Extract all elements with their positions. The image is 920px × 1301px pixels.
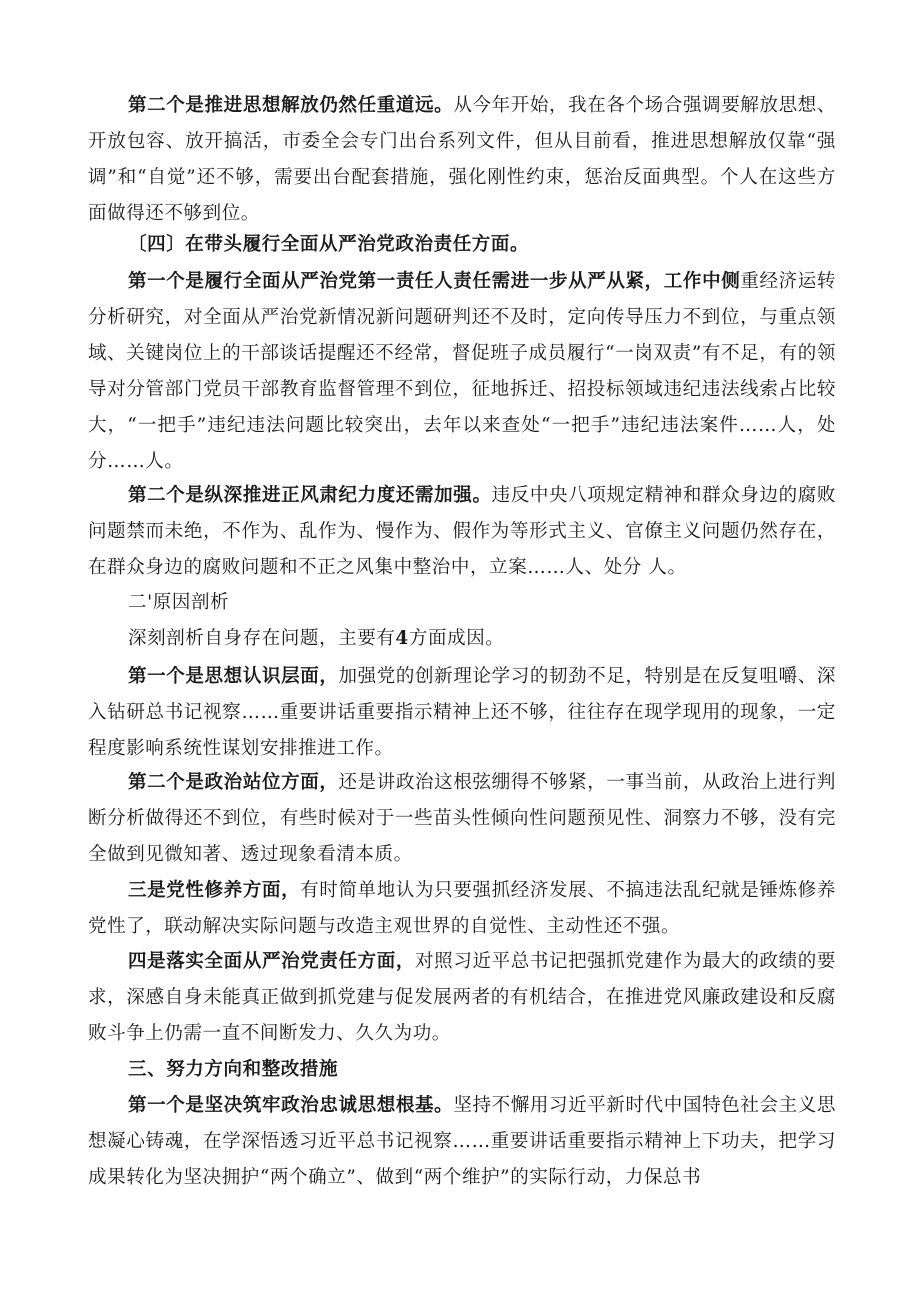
paragraph-lead: 第二个是推进思想解放仍然任重道远。 <box>128 95 454 116</box>
paragraph-political-loyalty <box>88 1088 836 1196</box>
paragraph-body: 违反中央八项规定精神和群众身边的腐败问题禁而未绝，不作为、乱作为、慢作为、假作为等形式主义、官僚主义问题仍然存在，在群众身边的腐败问题和不正之风集中整治中，立案……人、处分 人。 <box>88 485 836 578</box>
section-heading-rectification: 三、努力方向和整改措施 <box>128 1059 339 1080</box>
paragraph-causes-intro <box>88 621 836 657</box>
section-heading-four: 〔四〕在带头履行全面从严治党政治责任方面。 <box>128 234 530 255</box>
paragraph-lead: 第二个是纵深推进正风肃纪力度还需加强。 <box>128 485 492 506</box>
paragraph-body: 还是讲政治这根弦绷得不够紧，一事当前，从政治上进行判断分析做得还不到位，有些时候对于一些苗头性倾向性问题预见性、洞察力不够，没有完全做到见微知著、透过现象看清本质。 <box>88 772 836 865</box>
paragraph-text: 深刻剖析自身存在问题，主要有 <box>128 628 396 649</box>
paragraph-thought-liberation <box>88 88 836 232</box>
paragraph-lead: 第二个是政治站位方面， <box>128 772 339 793</box>
paragraph-body: 从今年开始，我在各个场合强调要解放思想、开放包容、放开搞活，市委全会专门出台系列文件，但从目前看，推进思想解放仅靠“强调”和“自觉”还不够，需要出台配套措施，强化刚性约束，惩治反面典型。个人在这些方面做得还不够到位。 <box>88 95 836 224</box>
cause-count: 4 <box>395 628 409 649</box>
paragraph-lead: 三是党性修养方面， <box>128 880 301 901</box>
paragraph-political-stance <box>88 765 836 873</box>
paragraph-party-governance <box>88 944 836 1052</box>
paragraph-first-responsibility <box>88 264 836 480</box>
paragraph-text-after: 方面成因。 <box>408 628 505 649</box>
paragraph-body: 坚持不懈用习近平新时代中国特色社会主义思想凝心铸魂，在学深悟透习近平总书记视察……重要讲话重要指示精神上下功夫，把学习成果转化为坚决拥护“两个确立”、做到“两个维护”的实际行动，力保总书 <box>88 1095 836 1188</box>
paragraph-body: 对照习近平总书记把强抓党建作为最大的政绩的要求，深感自身未能真正做到抓党建与促发展两者的有机结合，在推进党风廉政建设和反腐败斗争上仍需一直不间断发力、久久为功。 <box>88 951 836 1044</box>
paragraph-body: 重经济运转分析研究，对全面从严治党新情况新问题研判还不及时，定向传导压力不到位，与重点领域、关键岗位上的干部谈话提醒还不经常，督促班子成员履行“一岗双责”有不足，有的领导对分管部门党员干部教育监督管理不到位，征地拆迁、招投标领域违纪违法线索占比较大，“一把手”违纪违法问题比较突出，去年以来查处“一把手”违纪违法案件……人，处分……人。 <box>88 271 836 472</box>
section-heading-causes: 二'原因剖析 <box>128 592 230 613</box>
paragraph-body: 有时简单地认为只要强抓经济发展、不搞违法乱纪就是锤炼修养党性了，联动解决实际问题与改造主观世界的自觉性、主动性还不强。 <box>88 880 836 937</box>
paragraph-lead: 第一个是思想认识层面， <box>128 666 339 687</box>
paragraph-discipline <box>88 478 836 586</box>
paragraph-party-spirit <box>88 873 836 945</box>
paragraph-lead: 第一个是坚决筑牢政治忠诚思想根基。 <box>128 1095 454 1116</box>
paragraph-lead: 第一个是履行全面从严治党第一责任人责任需进一步从严从紧，工作中侧 <box>128 271 741 292</box>
paragraph-body: 加强党的创新理论学习的韧劲不足，特别是在反复咀嚼、深入钻研总书记视察……重要讲话重要指示精神上还不够，往往存在现学现用的现象，一定程度影响系统性谋划安排推进工作。 <box>88 666 836 759</box>
paragraph-thought-awareness <box>88 659 836 767</box>
paragraph-lead: 四是落实全面从严治党责任方面， <box>128 951 416 972</box>
